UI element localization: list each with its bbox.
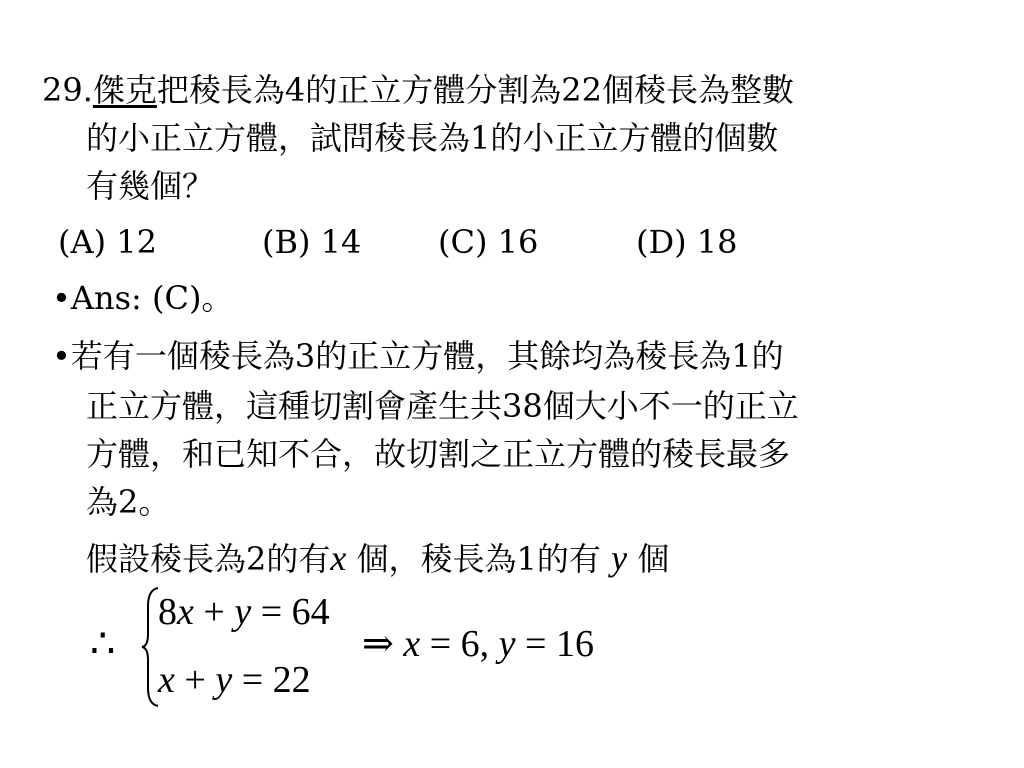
eq2-plus: + (184, 659, 206, 701)
result-equals-2: = (525, 623, 547, 665)
eq2-y: y (215, 659, 233, 701)
assumption-text-3: 個 (637, 540, 670, 578)
option-b-label: (B) (262, 223, 311, 261)
eq1-coef: 8 (158, 591, 177, 633)
person-name: 傑克 (92, 71, 157, 109)
eq2-equals: = (241, 659, 264, 701)
answer-bullet: • (52, 279, 71, 317)
option-c (438, 222, 538, 262)
question-text-1: 把稜長為4的正立方體分割為22個稜長為整數 (156, 71, 794, 109)
equation-1 (158, 590, 330, 634)
option-d-label: (D) (636, 223, 687, 261)
result-y: y (498, 623, 516, 665)
result-x: x (403, 623, 421, 665)
result-x-value: 6, (460, 623, 490, 665)
explanation-bullet: • (52, 337, 71, 375)
answer-text: Ans: (C)。 (70, 279, 234, 317)
eq1-rhs: 64 (291, 591, 330, 633)
explanation-text-1: 若有一個稜長為3的正立方體，其餘均為稜長為1的 (70, 337, 784, 375)
explanation-line-3: 方體，和已知不合，故切割之正立方體的稜長最多 (86, 435, 791, 473)
implies-symbol: ⇒ (362, 623, 394, 665)
option-a-value: 12 (116, 223, 157, 261)
eq2-rhs: 22 (272, 659, 311, 701)
assumption-text-1: 假設稜長為2的有 (86, 540, 331, 578)
answer-line (52, 278, 233, 318)
explanation-line-2: 正立方體，這種切割會產生共38個大小不一的正立 (86, 387, 799, 425)
assumption-line (86, 538, 669, 579)
explanation-line-4: 為2。 (86, 483, 171, 521)
option-d (636, 222, 738, 262)
variable-x: x (330, 538, 347, 578)
result-equals-1: = (429, 623, 452, 665)
option-a (58, 222, 157, 262)
option-b-value: 14 (320, 223, 362, 261)
eq1-x: x (177, 591, 194, 633)
result-line (362, 622, 594, 666)
option-b (262, 222, 361, 262)
option-c-label: (C) (438, 223, 488, 261)
option-a-label: (A) (58, 223, 107, 261)
explanation-line-1 (52, 336, 784, 376)
eq1-y: y (234, 591, 252, 633)
therefore-symbol: ∴ (90, 621, 116, 666)
equation-2 (158, 658, 311, 702)
option-c-value: 16 (497, 223, 539, 261)
eq2-x: x (158, 659, 175, 701)
question-line-1 (42, 70, 794, 110)
question-line-3: 有幾個？ (86, 167, 215, 205)
variable-y: y (611, 538, 628, 578)
left-brace (140, 586, 160, 708)
assumption-text-2: 個，稜長為1的有 (356, 540, 601, 578)
result-y-value: 16 (555, 623, 594, 665)
question-line-2: 的小正立方體，試問稜長為1的小正立方體的個數 (86, 119, 779, 157)
eq1-plus: + (203, 591, 225, 633)
question-number: 29. (42, 71, 93, 109)
option-d-value: 18 (696, 223, 738, 261)
eq1-equals: = (260, 591, 283, 633)
